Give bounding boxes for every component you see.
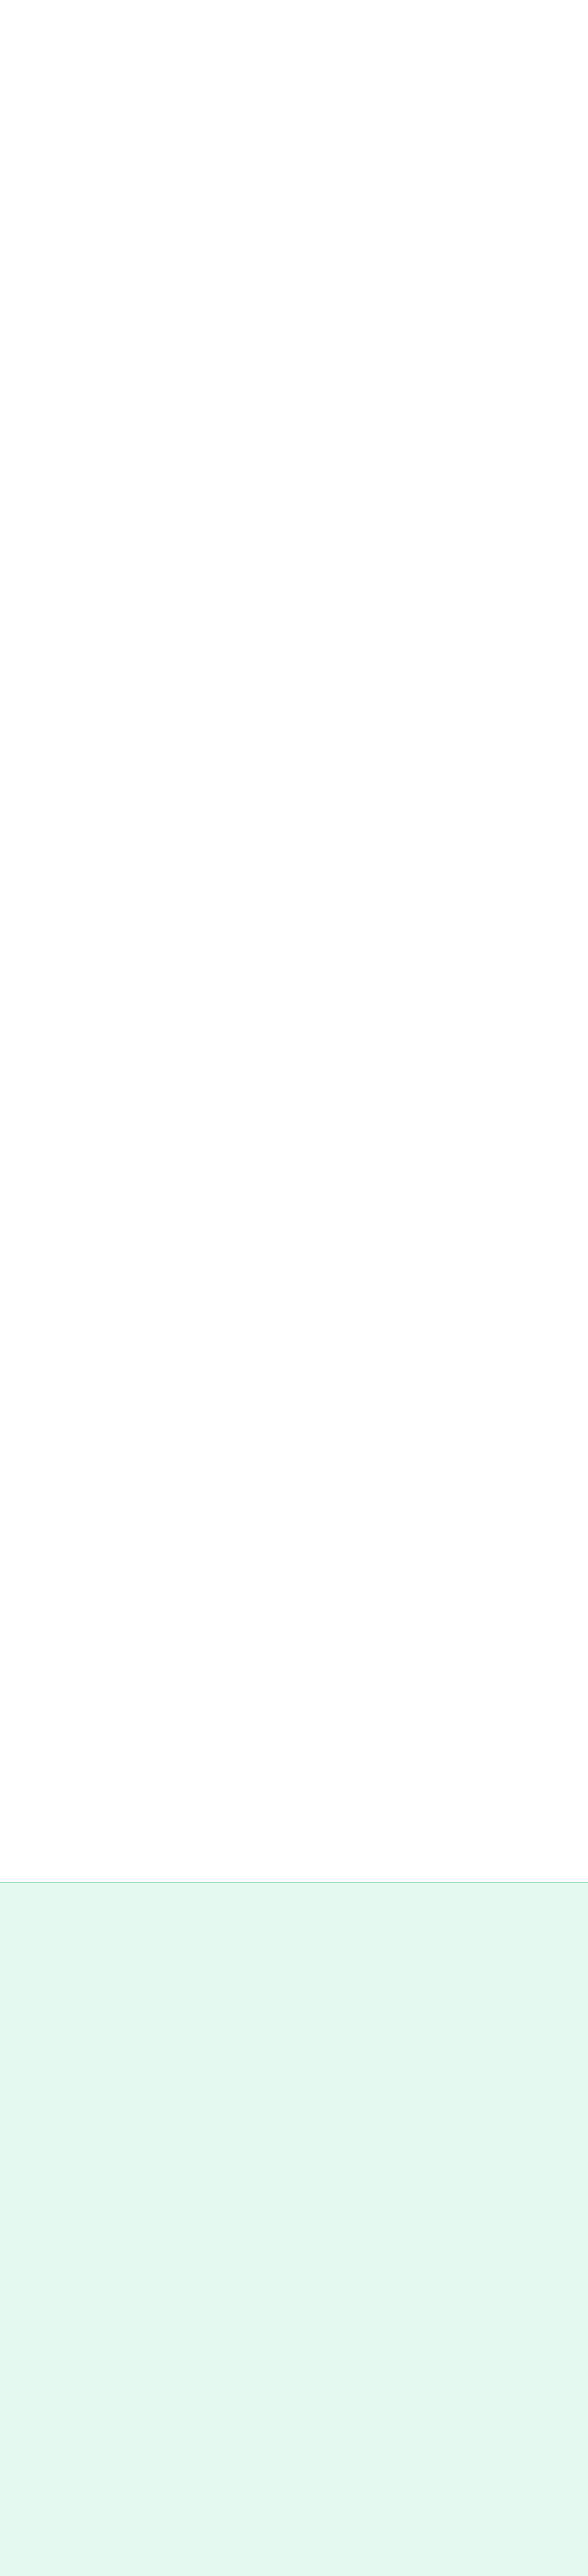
answer-box: [0, 1882, 588, 2576]
